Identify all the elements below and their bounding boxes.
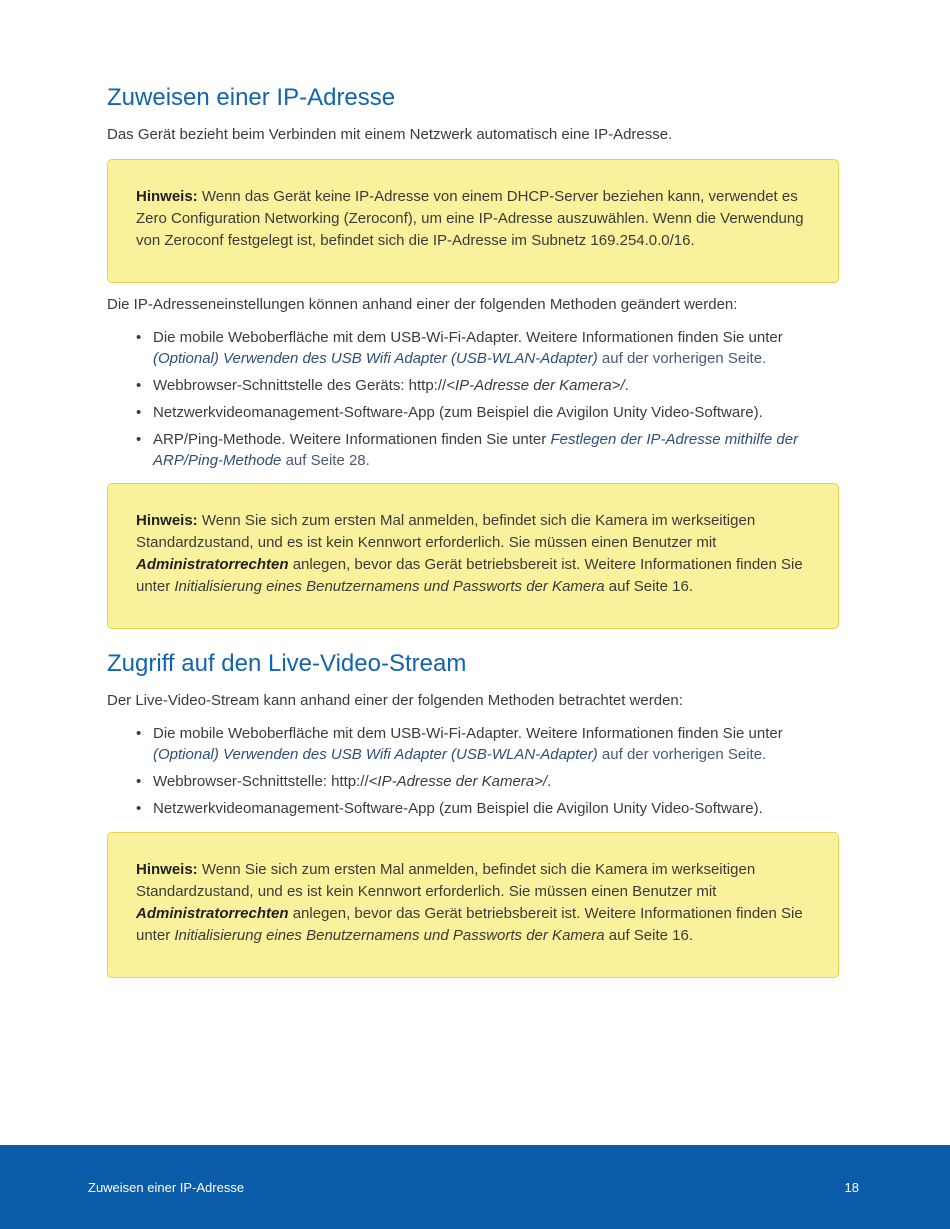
method-list [107,327,841,477]
note-suffix: auf Seite 16. [604,578,693,595]
page-footer [0,1145,950,1229]
list-item-suffix: auf Seite 28. [281,452,370,469]
list-item-text: Webbrowser-Schnittstelle: http:// [153,773,369,790]
url-placeholder: <IP-Adresse der Kamera>/ [368,773,548,790]
list-item [107,771,841,792]
bullet-icon: • [136,377,142,394]
note-text: Wenn das Gerät keine IP-Adresse von einem DHCP-Server beziehen kann, verwendet es Zero Configuration Networking (Zeroconf), um eine IP-Adresse auszuwählen. Wenn die Verwendung von Zeroconf festgelegt ist, befindet sich die IP-Adresse im Subnetz 169.254.0.0/16. [136,188,804,249]
list-item-text: Die mobile Weboberfläche mit dem USB-Wi-Fi-Adapter. Weitere Informationen finden Sie unter [153,725,783,742]
list-item-text: Die mobile Weboberfläche mit dem USB-Wi-Fi-Adapter. Weitere Informationen finden Sie unter [153,329,783,346]
list-item [107,798,841,819]
list-item-suffix: . [547,773,552,790]
note-box [107,483,839,629]
note-suffix: auf Seite 16. [604,927,693,944]
list-item [107,429,841,471]
cross-reference-link[interactable]: (Optional) Verwenden des USB Wifi Adapter (USB-WLAN-Adapter) [153,350,598,367]
bullet-icon: • [136,725,142,742]
section-heading-ip-address: Zuweisen einer IP-Adresse [107,84,396,111]
list-item [107,402,841,423]
list-item-text: Webbrowser-Schnittstelle des Geräts: http:// [153,377,447,394]
section-intro: Das Gerät bezieht beim Verbinden mit einem Netzwerk automatisch eine IP-Adresse. [107,126,673,143]
cross-reference-link[interactable]: (Optional) Verwenden des USB Wifi Adapter (USB-WLAN-Adapter) [153,746,598,763]
methods-intro: Die IP-Adresseneinstellungen können anhand einer der folgenden Methoden geändert werden: [107,296,738,313]
list-item [107,327,841,369]
note-emphasis: Administratorrechten [136,905,289,922]
footer-section-title: Zuweisen einer IP-Adresse [88,1180,245,1195]
note-box [107,832,839,978]
bullet-icon: • [136,431,142,448]
method-list [107,723,841,825]
cross-reference-link[interactable]: Festlegen der IP-Adresse mithilfe der ARP/Ping-Methode [153,431,799,469]
note-text: anlegen, bevor das Gerät betriebsbereit ist. Weitere Informationen finden Sie unter [136,905,803,944]
note-label: Hinweis: [136,512,198,529]
bullet-icon: • [136,404,142,421]
list-item-text: ARP/Ping-Methode. Weitere Informationen finden Sie unter [153,431,551,448]
section-heading-live-video: Zugriff auf den Live-Video-Stream [107,650,467,677]
list-item-text: Netzwerkvideomanagement-Software-App (zum Beispiel die Avigilon Unity Video-Software). [153,800,763,817]
note-emphasis: Administratorrechten [136,556,289,573]
cross-reference-link[interactable]: Initialisierung eines Benutzernamens und Passworts der Kamera [174,927,605,944]
list-item-suffix: auf der vorherigen Seite. [597,746,767,763]
list-item [107,723,841,765]
note-text: Wenn Sie sich zum ersten Mal anmelden, befindet sich die Kamera im werkseitigen Standardzustand, und es ist kein Kennwort erforderlich. Sie müssen einen Benutzer mit [136,512,756,551]
note-box [107,159,839,283]
note-text: Wenn Sie sich zum ersten Mal anmelden, befindet sich die Kamera im werkseitigen Standardzustand, und es ist kein Kennwort erforderlich. Sie müssen einen Benutzer mit [136,861,756,900]
note-label: Hinweis: [136,188,198,205]
list-item-suffix: auf der vorherigen Seite. [597,350,767,367]
cross-reference-link[interactable]: Initialisierung eines Benutzernamens und Passworts der Kamera [174,578,605,595]
bullet-icon: • [136,773,142,790]
section-intro: Der Live-Video-Stream kann anhand einer der folgenden Methoden betrachtet werden: [107,692,683,709]
list-item-text: Netzwerkvideomanagement-Software-App (zum Beispiel die Avigilon Unity Video-Software). [153,404,763,421]
note-label: Hinweis: [136,861,198,878]
bullet-icon: • [136,329,142,346]
list-item-suffix: . [624,377,629,394]
page-number: 18 [844,1180,859,1195]
list-item [107,375,841,396]
bullet-icon: • [136,800,142,817]
url-placeholder: <IP-Adresse der Kamera>/ [446,377,625,394]
note-text: anlegen, bevor das Gerät betriebsbereit ist. Weitere Informationen finden Sie unter [136,556,803,595]
